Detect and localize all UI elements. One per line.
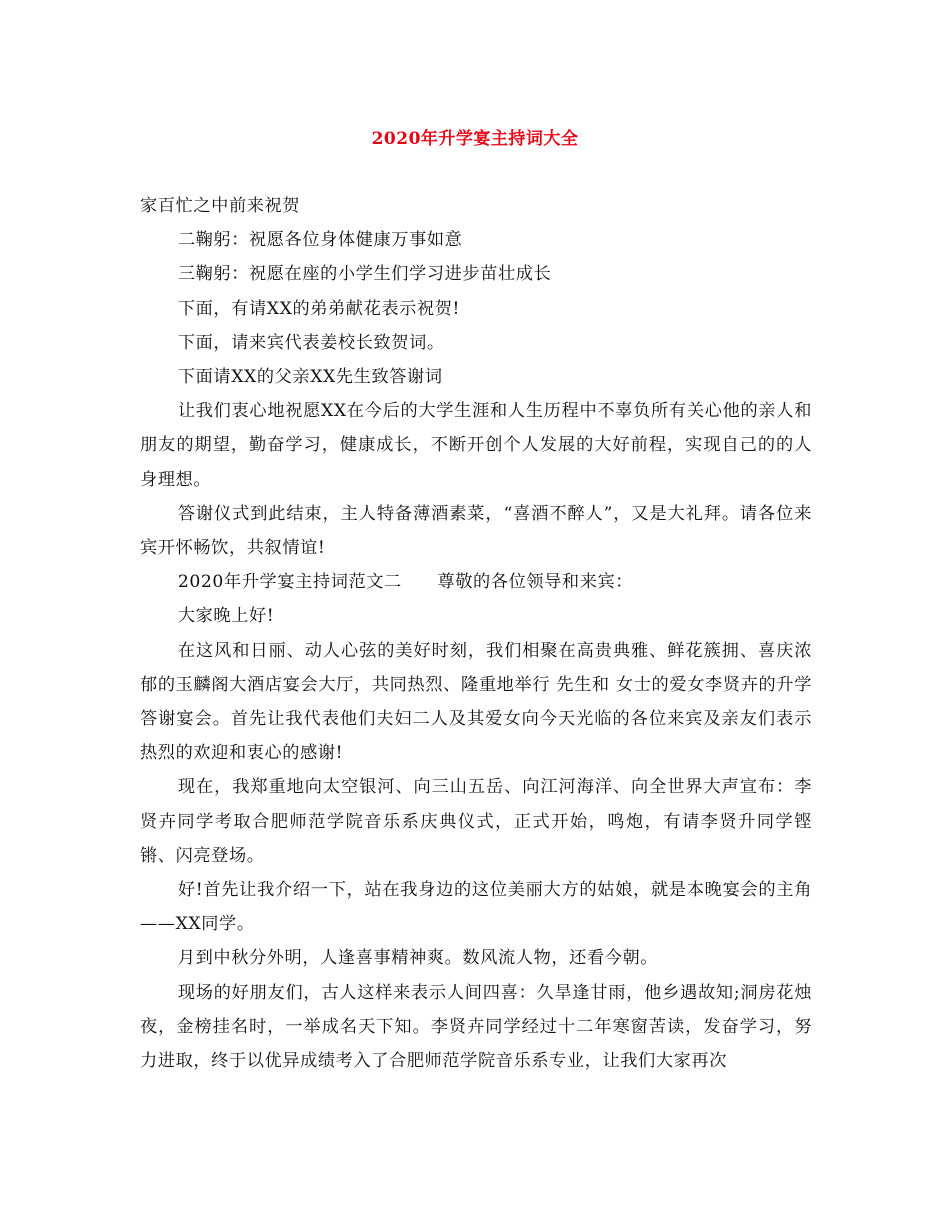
paragraph: 现在，我郑重地向太空银河、向三山五岳、向江河海洋、向全世界大声宣布：李贤卉同学考取合肥师范学院音乐系庆典仪式，正式开始，鸣炮，有请李贤升同学铿锵、闪亮登场。 (140, 777, 812, 866)
paragraph: 下面，有请XX的弟弟献花表示祝贺! (177, 298, 461, 319)
paragraph: 二鞠躬：祝愿各位身体健康万事如意 (177, 230, 463, 251)
paragraph: 好!首先让我介绍一下，站在我身边的这位美丽大方的姑娘，就是本晚宴会的主角——XX同学。 (140, 880, 812, 935)
paragraph: 答谢仪式到此结束，主人特备薄酒素菜，“喜酒不醉人”，又是大礼拜。请各位来宾开怀畅饮，共叙情谊! (140, 503, 812, 559)
paragraph: 现场的好朋友们，古人这样来表示人间四喜：久旱逢甘雨，他乡遇故知;洞房花烛夜，金榜挂名时，一举成名天下知。李贤卉同学经过十二年寒窗苦读，发奋学习，努力进取，终于以优异成绩考入了合肥师范学院音乐系专业，让我们大家再次 (140, 982, 812, 1072)
paragraph: 三鞠躬：祝愿在座的小学生们学习进步苗壮成长 (177, 264, 552, 285)
paragraph: 让我们衷心地祝愿XX在今后的大学生涯和人生历程中不辜负所有关心他的亲人和朋友的期望，勤奋学习，健康成长，不断开创个人发展的大好前程，实现自己的的人身理想。 (140, 401, 812, 490)
paragraph: 大家晚上好! (177, 606, 275, 627)
paragraph: 下面，请来宾代表姜校长致贺词。 (177, 332, 445, 353)
paragraph: 在这风和日丽、动人心弦的美好时刻，我们相聚在高贵典雅、鲜花簇拥、喜庆浓郁的玉麟阁大酒店宴会大厅，共同热烈、隆重地举行 先生和 女士的爱女李贤卉的升学答谢宴会。首先让我代表他们夫妇二人及其爱女向今天光临的各位来宾及亲友们表示热烈的欢迎和衷心的感谢! (140, 640, 812, 764)
paragraph: 家百忙之中前来祝贺 (140, 196, 301, 216)
paragraph: 2020年升学宴主持词范文二 尊敬的各位领导和来宾： (177, 572, 634, 593)
document-title: 2020年升学宴主持词大全 (371, 129, 579, 149)
document-body (140, 189, 812, 1078)
paragraph: 月到中秋分外明，人逢喜事精神爽。数风流人物，还看今朝。 (177, 948, 659, 969)
paragraph: 下面请XX的父亲XX先生致答谢词 (177, 367, 443, 388)
